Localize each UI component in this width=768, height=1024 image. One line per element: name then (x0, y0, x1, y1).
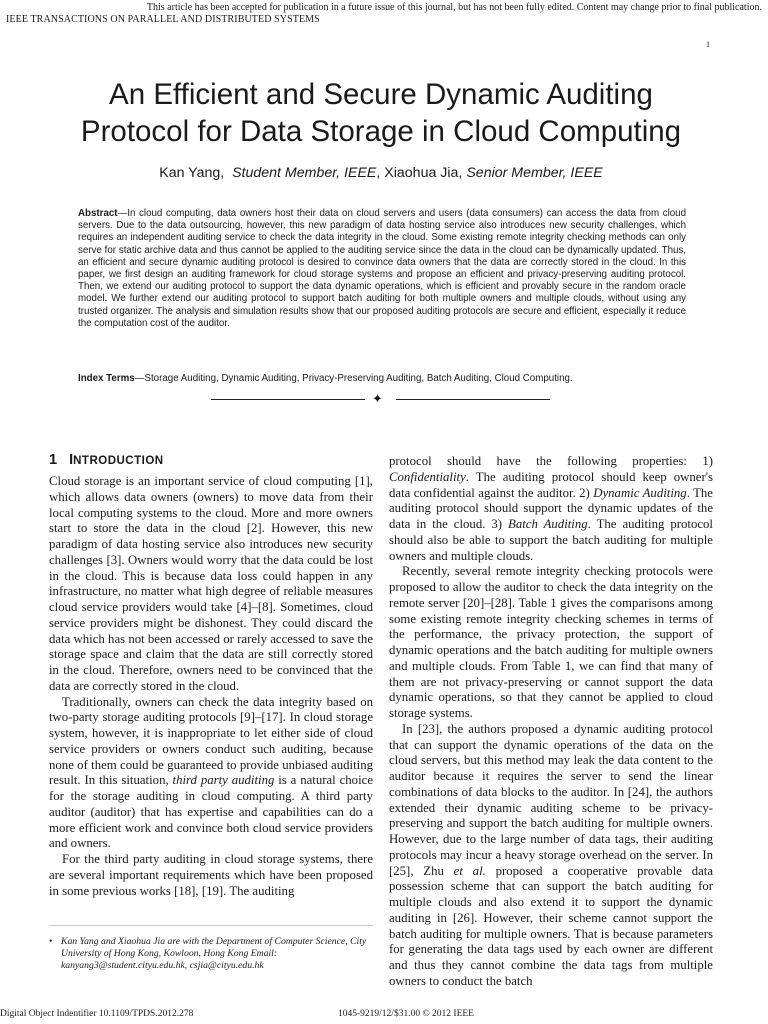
emphasis: Dynamic Auditing (593, 485, 687, 500)
emphasis: Confidentiality (389, 469, 466, 484)
text-run: protocol should have the following properties: 1) (389, 454, 713, 468)
author-1-name: Kan Yang, (159, 165, 225, 181)
separator-rule-left (211, 399, 365, 400)
doi-footer: Digital Object Indentifier 10.1109/TPDS.2012.278 (0, 1009, 194, 1019)
emphasis: third party auditing (172, 773, 275, 788)
abstract-text: —In cloud computing, data owners host their data on cloud servers and users (data consumers) can access the data from cloud servers. Due to the data outsourcing, however, this new paradigm of data hosting service also introduces new security challenges, which requires an independent auditing service to check the data integrity in the cloud. Some existing remote integrity checking methods can only serve for static archive data and thus cannot be applied to the auditing service since the data in the cloud can be dynamically updated. Thus, an efficient and secure dynamic auditing protocol is desired to convince data owners that the data are correctly stored in the cloud. In this paper, we first design an auditing framework for cloud storage systems and propose an efficient and privacy-preserving auditing protocol. Then, we extend our auditing protocol to support the data dynamic operations, which is efficient and provably secure in the random oracle model. We further extend our auditing protocol to support batch auditing for both multiple owners and multiple clouds, without using any trusted organizer. The analysis and simulation results show that our proposed auditing protocols are secure and efficient, especially it reduce the computation cost of the auditor. (78, 208, 686, 329)
footnote-text: Kan Yang and Xiaohua Jia are with the Department of Computer Science, City University of Hong Kong, Kowloon, Hong Kong Email: kanyang3@student.cityu.edu.hk, csjia@cityu.edu.hk (61, 936, 367, 971)
index-terms-label: Index Terms (78, 373, 135, 384)
section-title-rest: NTRODUCTION (73, 455, 164, 467)
abstract (78, 208, 686, 330)
paragraph: For the third party auditing in cloud storage systems, there are several important requirements which have been proposed in some previous works [18], [19]. The auditing (49, 852, 373, 898)
left-column (49, 474, 373, 899)
author-line (0, 164, 762, 182)
text-run: Traditionally, owners can check the data integrity based on two-party storage auditing protocols [9]–[17]. In cloud storage system, however, it is inappropriate to let either side of cloud service providers or owners conduct such auditing, because none of them could be guaranteed to provide unbiased auditing result. In this situation, (49, 694, 373, 788)
right-column (389, 454, 713, 990)
title-line-2: Protocol for Data Storage in Cloud Computing (80, 115, 682, 148)
emphasis: et al. (453, 863, 486, 878)
section-number: 1 (49, 452, 58, 468)
abstract-label: Abstract (78, 208, 118, 219)
paragraph (389, 454, 713, 564)
text-run: . The auditing protocol should support the dynamic updates of the data in the cloud. 3) (389, 485, 713, 531)
title-line-1: An Efficient and Secure Dynamic Auditing (109, 78, 653, 111)
text-run: is a natural choice for the storage auditing in cloud computing. A third party auditor (auditor) that has expertise and capabilities can do a more efficient work and convince both cloud service providers and owners. (49, 773, 373, 851)
footnote-rule (49, 925, 373, 926)
author-footnote (49, 936, 375, 972)
separator-diamond-icon: ✦ (372, 391, 383, 406)
paragraph: Cloud storage is an important service of cloud computing [1], which allows data owners (owners) to move data from their local computing systems to the cloud. More and more owners start to store the data in the cloud [2]. However, this new paradigm of data hosting service also introduces new security challenges [3]. Owners would worry that the data could be lost in the cloud. This is because data loss could happen in any infrastructure, no matter what high degree of reliable measures cloud service providers would take [4]–[8]. Sometimes, cloud service providers might be dishonest. They could discard the data which has not been accessed or rarely accessed to save the storage space and claim that the data are still correctly stored in the cloud. Therefore, owners need to be convinced that the data are correctly stored in the cloud. (49, 474, 373, 693)
author-2-name: , Xiaohua Jia, (376, 165, 463, 181)
journal-header: IEEE TRANSACTIONS ON PARALLEL AND DISTRIBUTED SYSTEMS (6, 14, 320, 25)
page-number: 1 (706, 40, 710, 49)
emphasis: Batch Auditing (508, 517, 588, 531)
paper-title (0, 76, 762, 150)
issn-footer: 1045-9219/12/$31.00 © 2012 IEEE (338, 1009, 474, 1019)
text-run: proposed a cooperative provable data possession scheme that can support the batch auditing for multiple clouds and also extend it to support the dynamic auditing in [26]. However, their scheme cannot support the batch auditing for multiple owners. That is because parameters for generating the data tags used by each owner are different and thus they cannot combine the data tags from multiple owners to conduct the batch (389, 863, 714, 988)
index-terms-text: —Storage Auditing, Dynamic Auditing, Privacy-Preserving Auditing, Batch Auditing, Cloud Computing. (134, 373, 573, 384)
section-heading (49, 451, 164, 470)
paragraph: Recently, several remote integrity checking protocols were proposed to allow the auditor to check the data integrity on the remote server [20]–[28]. Table 1 gives the comparisons among some existing remote integrity checking schemes in terms of the performance, the privacy protection, the support of dynamic operations and the batch auditing for multiple owners and multiple clouds. From Table 1, we can find that many of them are not privacy-preserving or cannot support the data dynamic operations, so that they cannot be applied to cloud storage systems. (389, 564, 713, 720)
text-run: In [23], the authors proposed a dynamic auditing protocol that can support the dynamic operations of the data on the cloud servers, but this method may leak the data content to the auditor because it requires the server to send the linear combinations of data blocks to the auditor. In [24], the authors extended their dynamic auditing scheme to be privacy-preserving and support the batch auditing for multiple owners. However, due to the large number of data tags, their auditing protocols may incur a heavy storage overhead on the server. In [25], Zhu (389, 721, 713, 878)
section-title-initial: I (69, 452, 74, 468)
author-1-role: Student Member, IEEE (232, 165, 377, 181)
text-run: . The auditing protocol should keep owner's data confidential against the auditor. 2) (389, 469, 713, 500)
publication-notice: This article has been accepted for publication in a future issue of this journal, but has not been fully edited. Content may change prior to final publication. (146, 2, 762, 13)
footnote-bullet: • (49, 936, 53, 947)
text-run: . The auditing protocol should also be able to support the batch auditing for multiple owners and multiple clouds. (389, 517, 713, 563)
index-terms (78, 373, 688, 385)
separator-rule-right (396, 399, 550, 400)
author-2-role: Senior Member, IEEE (466, 165, 603, 181)
paragraph (389, 722, 713, 990)
paragraph (49, 695, 373, 853)
